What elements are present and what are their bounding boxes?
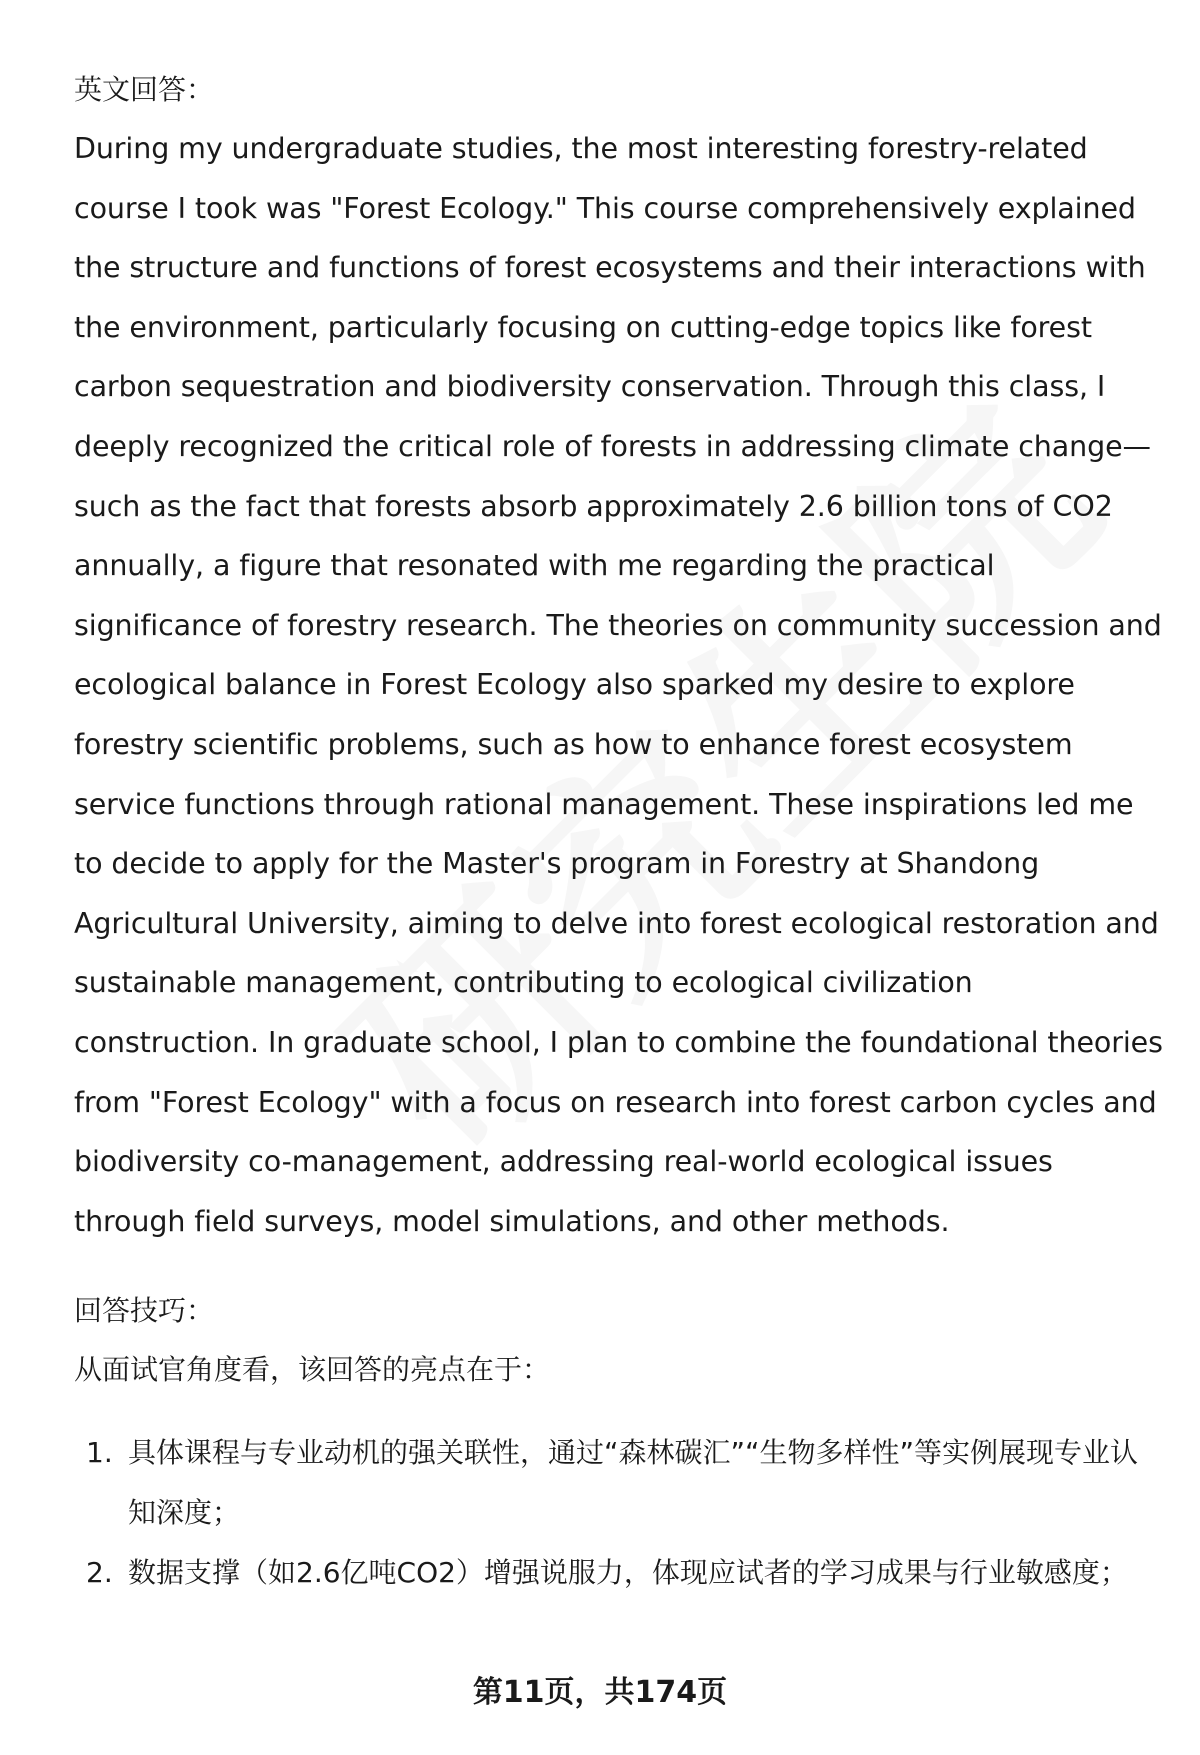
tips-heading: 回答技巧：: [74, 1294, 215, 1327]
english-answer-text: During my undergraduate studies, the most interesting forestry-related course I took was "Forest Ecology." This course comprehensively explained the structure and functions of forest ecosystems and their interactions with the environment, particularly focusing on cutting-edge topics like forest carbon sequestration and biodiversity conservation. Through this class, I deeply recognized the critical role of forests in addressing climate change—such as the fact that forests absorb approximately 2.6 billion tons of CO2 annually, a figure that resonated with me regarding the practical significance of forestry research. The theories on community succession and ecological balance in Forest Ecology also sparked my desire to explore forestry scientific problems, such as how to enhance forest ecosystem service functions through rational management. These inspirations led me to decide to apply for the Master's program in Forestry at Shandong Agricultural University, aiming to delve into forest ecological restoration and sustainable management, contributing to ecological civilization construction. In graduate school, I plan to combine the foundational theories from "Forest Ecology" with a focus on research into forest carbon cycles and biodiversity co-management, addressing real-world ecological issues through field surveys, model simulations, and other methods.: [74, 132, 1163, 1238]
tips-intro: 从面试官角度看，该回答的亮点在于：: [74, 1353, 551, 1386]
list-item: [74, 1423, 1166, 1543]
list-item-number: 2.: [86, 1556, 113, 1589]
list-item-text: 数据支撑（如2.6亿吨CO2）增强说服力，体现应试者的学习成果与行业敏感度；: [128, 1556, 1128, 1589]
english-answer-heading: 英文回答：: [74, 73, 215, 106]
list-item-number: 1.: [86, 1436, 113, 1469]
page-number-footer: 第11页，共174页: [472, 1675, 728, 1710]
list-item-text: 具体课程与专业动机的强关联性，通过“森林碳汇”“生物多样性”等实例展现专业认知深度；: [128, 1436, 1139, 1529]
tips-list: [74, 1423, 1166, 1603]
list-item: [74, 1543, 1166, 1603]
